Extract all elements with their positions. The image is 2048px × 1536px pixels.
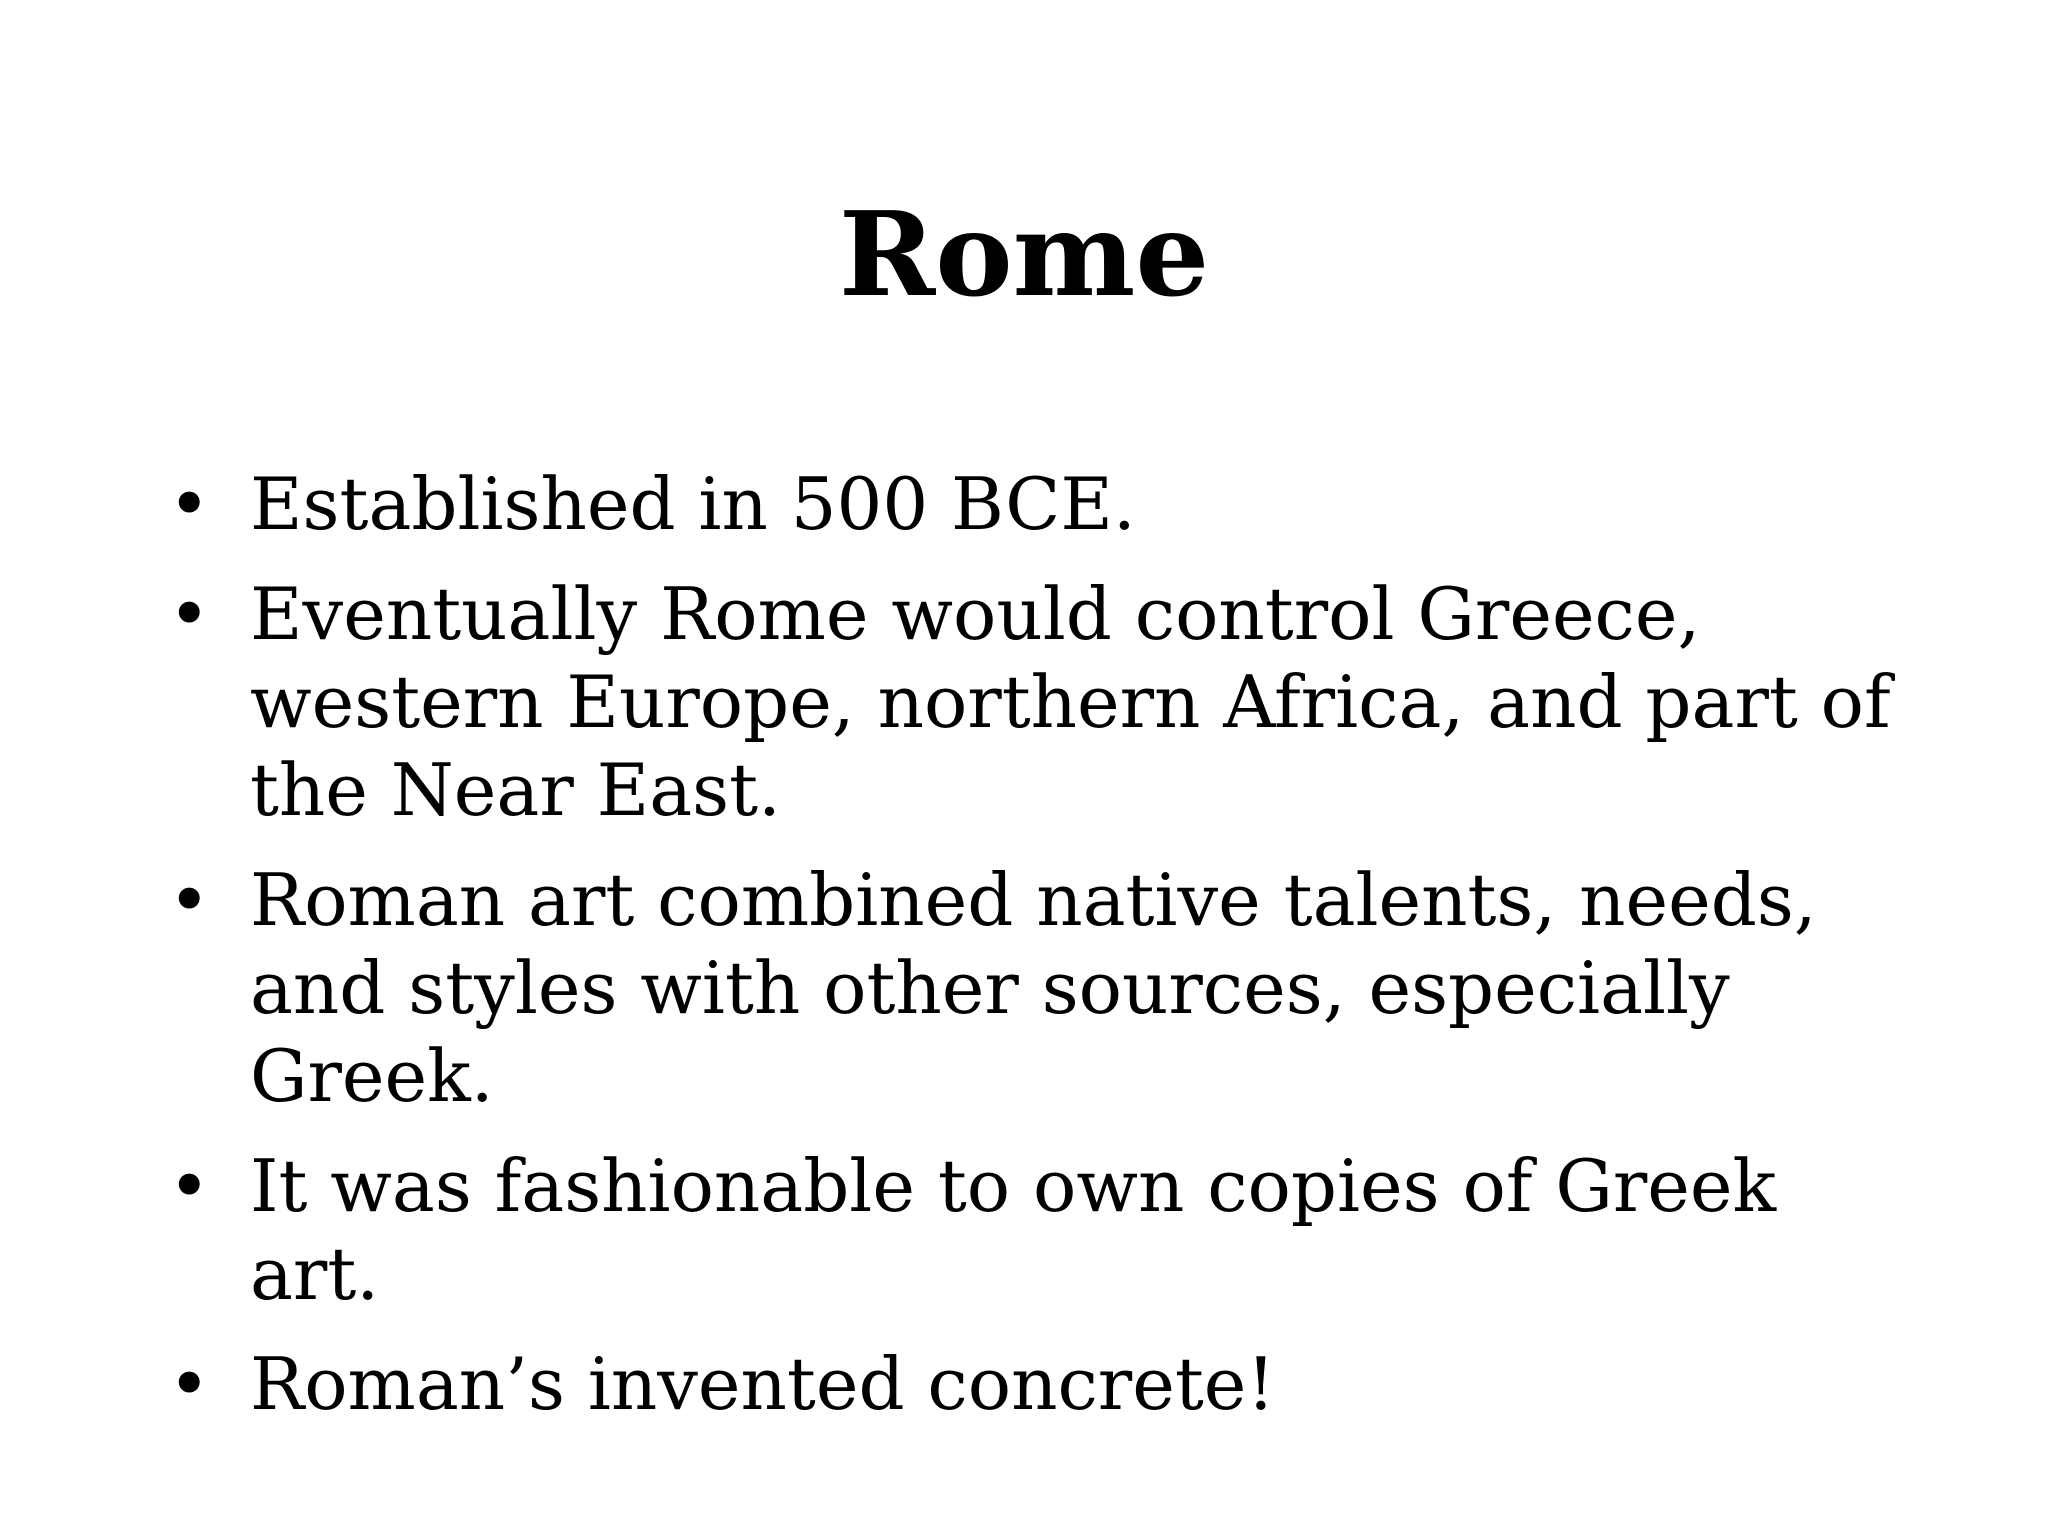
bullet-text: Established in 500 BCE. bbox=[250, 462, 1136, 546]
bullet-list bbox=[160, 460, 1900, 1450]
bullet-item bbox=[160, 1142, 1900, 1318]
bullet-icon: • bbox=[168, 572, 211, 656]
bullet-icon: • bbox=[168, 1342, 211, 1426]
bullet-text: Roman’s invented concrete! bbox=[250, 1342, 1276, 1426]
bullet-item bbox=[160, 1340, 1900, 1428]
bullet-icon: • bbox=[168, 462, 211, 546]
bullet-icon: • bbox=[168, 858, 211, 942]
bullet-item bbox=[160, 856, 1900, 1120]
bullet-item bbox=[160, 570, 1900, 834]
bullet-text: Roman art combined native talents, needs, and styles with other sources, especially Greek. bbox=[250, 858, 1817, 1118]
bullet-text: It was fashionable to own copies of Greek art. bbox=[250, 1144, 1777, 1316]
bullet-item bbox=[160, 460, 1900, 548]
bullet-text: Eventually Rome would control Greece, western Europe, northern Africa, and part of the Near East. bbox=[250, 572, 1891, 832]
slide-title: Rome bbox=[838, 187, 1210, 323]
bullet-icon: • bbox=[168, 1144, 211, 1228]
